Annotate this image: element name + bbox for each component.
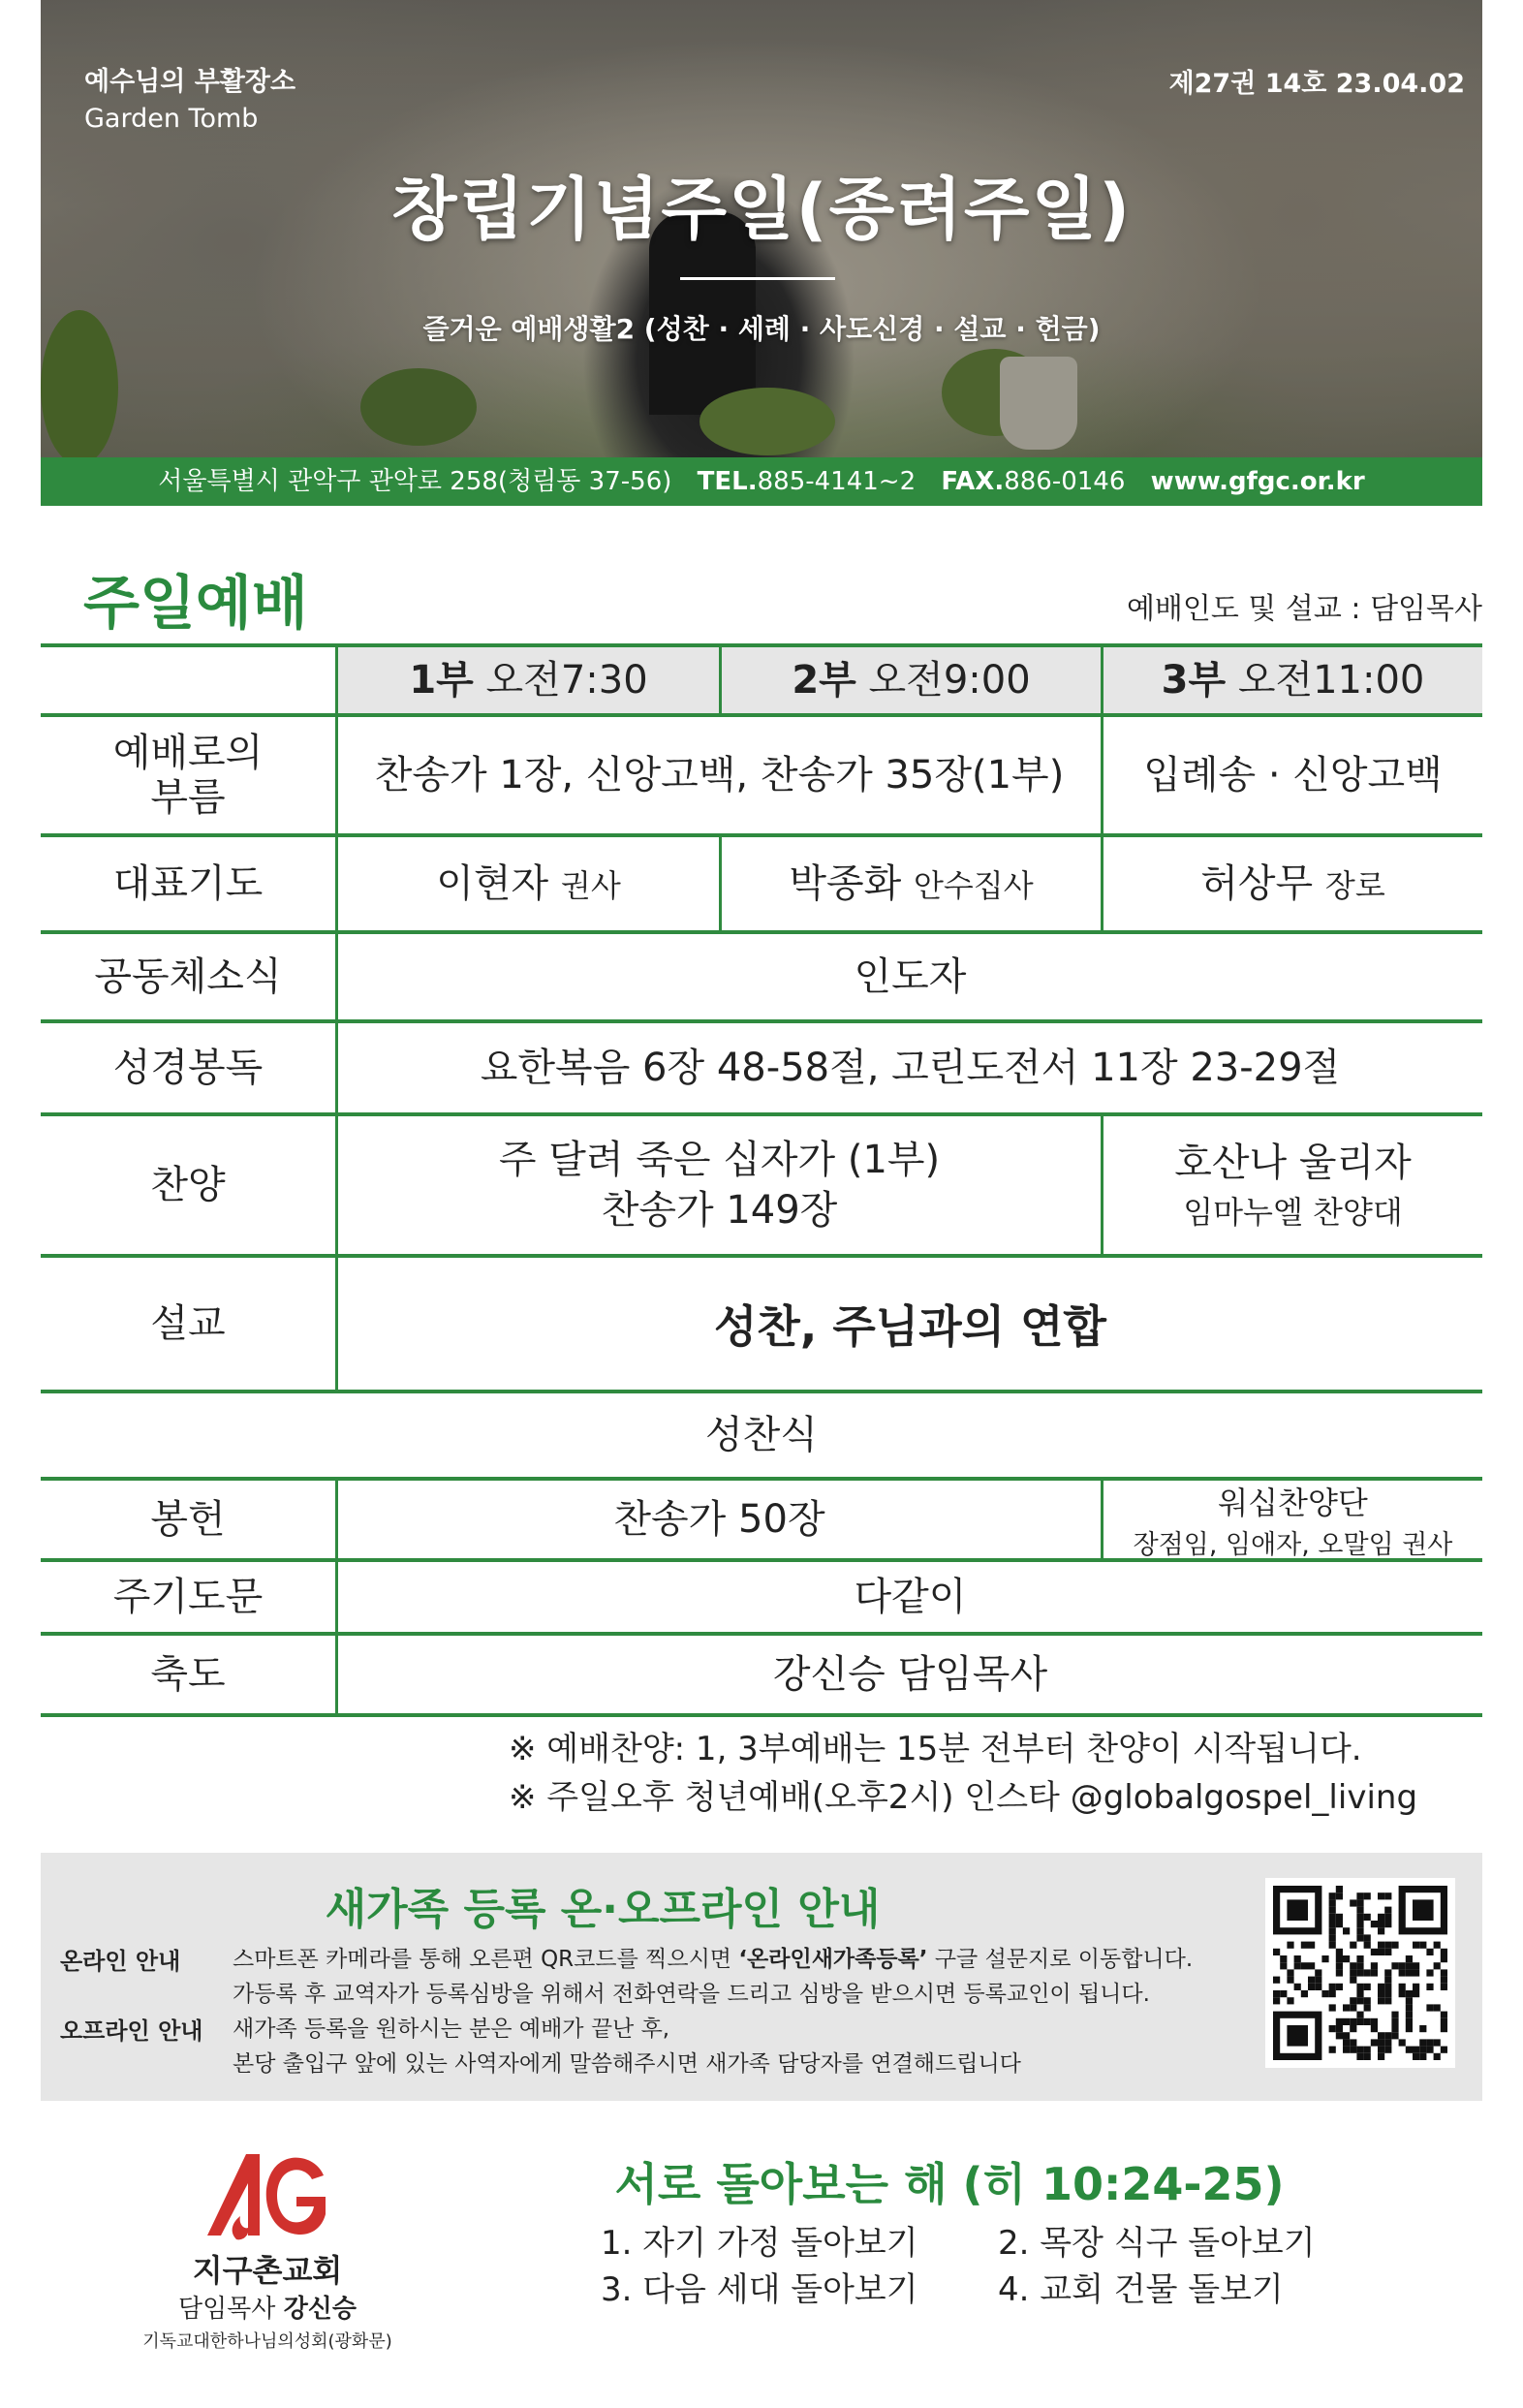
new-family-title: 새가족 등록 온·오프라인 안내 — [325, 1885, 881, 1934]
row-label: 봉헌 — [150, 1497, 226, 1542]
benediction-value: 강신승 담임목사 — [335, 1636, 1482, 1713]
reading-value: 요한복음 6장 48-58절, 고린도전서 11장 23-29절 — [335, 1023, 1482, 1112]
list-item: 4. 교회 건물 돌보기 — [998, 2270, 1284, 2309]
address: 서울특별시 관악구 관악로 258(청림동 37-56) — [158, 467, 672, 496]
table-row — [41, 1258, 1482, 1393]
row-label: 대표기도 — [112, 861, 264, 906]
church-logo-icon — [200, 2146, 335, 2243]
table-row — [41, 717, 1482, 837]
row-label: 공동체소식 — [94, 954, 282, 999]
table-row — [41, 837, 1482, 934]
denomination: 기독교대한하나님의성회(광화문) — [142, 2331, 392, 2352]
contact-bar — [41, 457, 1482, 506]
worship-notes — [509, 1725, 1417, 1822]
title-divider — [680, 277, 835, 280]
pastor: 담임목사 강신승 — [177, 2295, 357, 2324]
prayer-2: 박종화 안수집사 — [719, 837, 1101, 930]
sermon-title: 성찬, 주님과의 연합 — [335, 1258, 1482, 1390]
praise-3-value: 호산나 울리자 임마누엘 찬양대 — [1101, 1116, 1482, 1254]
table-row — [41, 1636, 1482, 1717]
church-name: 지구촌교회 — [192, 2252, 343, 2289]
note-item: ※ 예배찬양: 1, 3부예배는 15분 전부터 찬양이 시작됩니다. — [509, 1730, 1362, 1768]
row-label: 주기도문 — [112, 1575, 264, 1619]
row-label: 설교 — [150, 1301, 226, 1346]
service-2-header: 2부 오전9:00 — [719, 647, 1101, 713]
offering-hymn: 찬송가 50장 — [335, 1481, 1101, 1558]
place-name-en: Garden Tomb — [84, 104, 259, 134]
fax-number: 886-0146 — [1004, 467, 1126, 496]
qr-code-icon[interactable] — [1265, 1878, 1455, 2068]
table-row — [41, 1023, 1482, 1116]
issue-number: 제27권 14호 23.04.02 — [1168, 69, 1465, 99]
note-item: ※ 주일오후 청년예배(오후2시) 인스타 @globalgospel_living — [509, 1778, 1418, 1817]
communion-label: 성찬식 — [705, 1413, 818, 1457]
worship-leader: 예배인도 및 설교 : 담임목사 — [1126, 592, 1482, 626]
news-value: 인도자 — [335, 934, 1482, 1019]
table-header-row — [41, 647, 1482, 717]
place-name-ko: 예수님의 부활장소 — [84, 67, 296, 97]
table-row — [41, 934, 1482, 1023]
prayer-3: 허상무 장로 — [1101, 837, 1482, 930]
offline-text: 새가족 등록을 원하시는 분은 예배가 끝난 후, 본당 출입구 앞에 있는 사역자에게 말씀해주시면 새가족 담당자를 연결해드립니다 — [233, 2017, 1021, 2077]
page-subtitle: 즐거운 예배생활2 (성찬 · 세례 · 사도신경 · 설교 · 헌금) — [422, 313, 1101, 345]
row-label: 찬양 — [150, 1163, 226, 1207]
lords-prayer-value: 다같이 — [335, 1562, 1482, 1632]
tel-number: 885-4141~2 — [757, 467, 917, 496]
year-theme: 서로 돌아보는 해 (히 10:24-25) — [614, 2158, 1285, 2210]
praise-12-value: 주 달려 죽은 십자가 (1부) 찬송가 149장 — [335, 1116, 1101, 1254]
call-3-value: 입례송 · 신앙고백 — [1101, 717, 1482, 833]
row-label: 성경봉독 — [112, 1046, 264, 1090]
table-row — [41, 1562, 1482, 1636]
hero-banner — [41, 0, 1482, 457]
row-label: 축도 — [150, 1652, 226, 1697]
page-title: 창립기념주일(종려주일) — [390, 170, 1133, 249]
offering-team: 워십찬양단 장점임, 임애자, 오말임 권사 — [1101, 1481, 1482, 1558]
photo-caption — [84, 60, 295, 134]
list-item: 2. 목장 식구 돌아보기 — [998, 2224, 1316, 2263]
tel-label: TEL. — [697, 467, 758, 496]
row-label: 예배로의 부름 — [112, 731, 264, 820]
new-family-section — [41, 1853, 1482, 2101]
call-12-value: 찬송가 1장, 신앙고백, 찬송가 35장(1부) — [335, 717, 1101, 833]
list-item: 1. 자기 가정 돌아보기 — [601, 2224, 918, 2263]
table-row — [41, 1393, 1482, 1481]
service-3-header: 3부 오전11:00 — [1101, 647, 1482, 713]
prayer-1: 이현자 권사 — [335, 837, 719, 930]
table-row — [41, 1116, 1482, 1258]
online-label: 온라인 안내 — [60, 1948, 181, 1975]
website-link[interactable]: www.gfgc.or.kr — [1150, 467, 1365, 496]
section-title-worship: 주일예배 — [83, 570, 308, 638]
service-1-header: 1부 오전7:30 — [335, 647, 719, 713]
fax-label: FAX. — [941, 467, 1005, 496]
offline-label: 오프라인 안내 — [60, 2017, 203, 2045]
table-row — [41, 1481, 1482, 1562]
online-text: 스마트폰 카메라를 통해 오른편 QR코드를 찍으시면 ‘온라인새가족등록’ 구글 설문지로 이동합니다. 가등록 후 교역자가 등록심방을 위해서 전화연락을 드리고 심방을 받으시면 등록교인이 됩니다. — [233, 1947, 1194, 2007]
list-item: 3. 다음 세대 돌아보기 — [601, 2270, 918, 2309]
